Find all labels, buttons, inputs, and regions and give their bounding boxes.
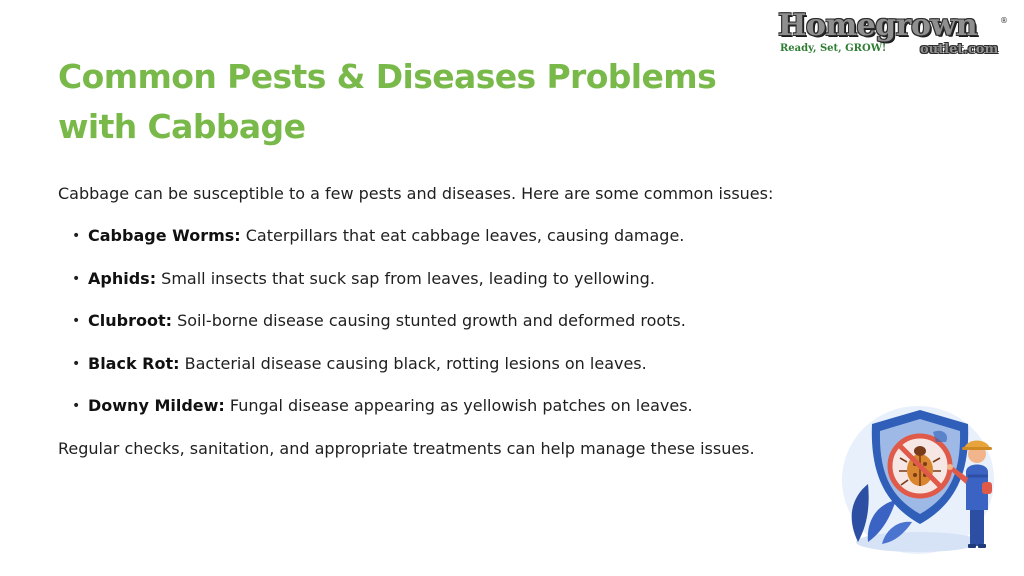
list-item	[70, 268, 830, 311]
item-description: Fungal disease appearing as yellowish patches on leaves.	[224, 396, 693, 415]
logo-registered-mark: ®	[1000, 16, 1008, 25]
list-item	[70, 225, 830, 268]
bullet-dot: •	[72, 313, 81, 329]
item-description: Bacterial disease causing black, rotting lesions on leaves.	[179, 353, 647, 373]
bullet-dot: •	[72, 228, 81, 244]
item-term: Aphids:	[88, 268, 157, 288]
item-description: Soil-borne disease causing stunted growth and deformed roots.	[172, 311, 686, 330]
item-description: Caterpillars that eat cabbage leaves, causing damage.	[240, 226, 685, 245]
item-term: Clubroot:	[88, 311, 172, 330]
bullet-dot: •	[72, 355, 81, 372]
page-title	[58, 52, 758, 152]
item-term: Black Rot:	[88, 353, 180, 373]
pest-control-shield-farmer-icon	[838, 392, 1008, 562]
list-item	[70, 310, 830, 353]
bullet-dot: •	[72, 398, 81, 414]
logo-tagline: Ready, Set, GROW!	[780, 43, 887, 54]
closing-paragraph: Regular checks, sanitation, and appropriate treatments can help manage these issues.	[58, 439, 755, 458]
logo-wordmark: Homegrown	[778, 8, 978, 43]
item-description: Small insects that suck sap from leaves, leading to yellowing.	[156, 268, 655, 288]
list-item	[70, 395, 830, 438]
brand-logo	[774, 8, 1010, 62]
item-term: Cabbage Worms:	[88, 226, 241, 245]
issues-list	[70, 225, 830, 438]
bullet-dot: •	[72, 270, 81, 287]
farmer-glove	[982, 482, 992, 494]
title-line-1: Common Pests & Diseases Problems	[58, 57, 717, 96]
farmer-legs	[970, 504, 984, 546]
intro-paragraph: Cabbage can be susceptible to a few pests and diseases. Here are some common issues:	[58, 184, 774, 203]
list-item	[70, 353, 830, 396]
item-term: Downy Mildew:	[88, 396, 225, 415]
logo-domain: outlet.com	[920, 42, 999, 57]
title-line-2: with Cabbage	[58, 107, 306, 146]
